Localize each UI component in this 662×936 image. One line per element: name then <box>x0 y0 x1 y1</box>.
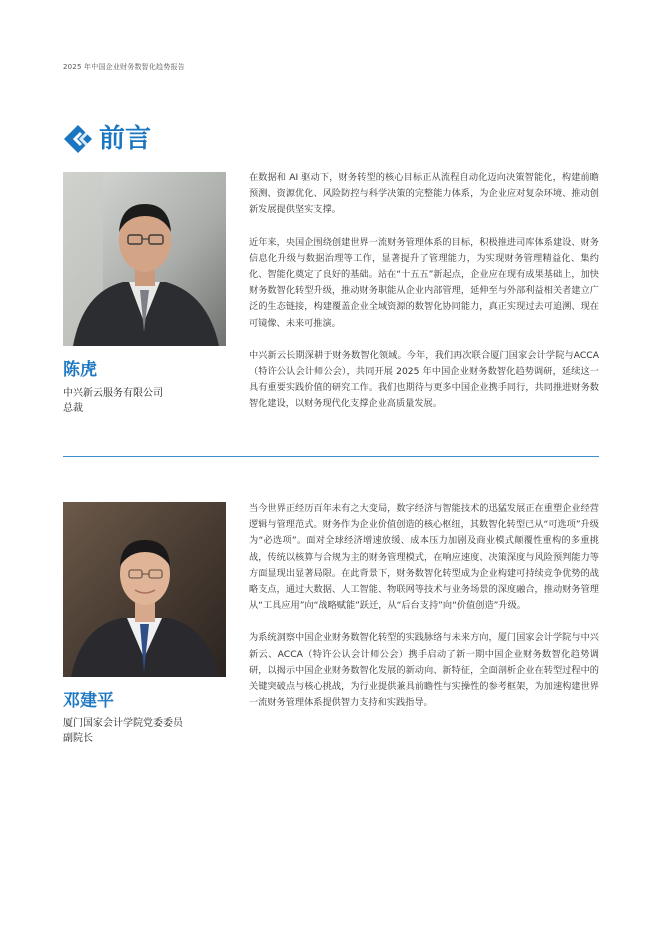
paragraph: 为系统洞察中国企业财务数智化转型的实践脉络与未来方向，厦门国家会计学院与中兴新云、ACCA（特许公认会计师公会）携手启动了新一期中国企业财务数智化趋势调研，以揭示中国企业财务数智化发展的新动向、新特征，全面剖析企业在转型过程中的关键突破点与核心挑战，为行业提供兼具前瞻性与实操性的参考框架，为加速构建世界一流财务管理体系提供智力支持和实践指导。 <box>249 632 599 709</box>
author-portrait-2 <box>63 502 226 677</box>
author-role-1: 总裁 <box>63 403 83 414</box>
paragraph: 中兴新云长期深耕于财务数智化领域。今年，我们再次联合厦门国家会计学院与ACCA（特许公认会计师公会），共同开展 2025 年中国企业财务数智化趋势调研，延续这一具有重要实践价值的研究工作。我们也期待与更多中国企业携手同行，共同推进财务数智化建设，以财务现代化支撑企业高质量发展。 <box>249 349 599 410</box>
foreword-text-1 <box>249 170 599 413</box>
author-org-2: 厦门国家会计学院党委委员 <box>63 718 183 729</box>
paragraph: 当今世界正经历百年未有之大变局，数字经济与智能技术的迅猛发展正在重塑企业经营逻辑与管理范式。财务作为企业价值创造的核心枢纽，其数智化转型已从“可选项”升级为“必选项”。面对全球经济增速放缓、成本压力加剧及商业模式颠覆性重构的多重挑战，传统以核算与合规为主的财务管理模式，在响应速度、决策深度与风险预判能力等方面显现出显著局限。在此背景下，财务数智化转型成为企业构建可持续竞争优势的战略支点，通过大数据、人工智能、物联网等技术与业务场景的深度融合，推动财务管理从“工具应用”向“战略赋能”跃迁，从“后台支持”向“价值创造”升级。 <box>249 503 599 612</box>
author-org-1: 中兴新云服务有限公司 <box>63 388 163 399</box>
paragraph: 在数据和 AI 驱动下，财务转型的核心目标正从流程自动化迈向决策智能化，构建前瞻预测、资源优化、风险防控与科学决策的完整能力体系，为企业应对复杂环境、推动创新发展提供坚实支撑。 <box>249 172 599 216</box>
author-title-2 <box>63 716 183 746</box>
author-portrait-1 <box>63 172 226 346</box>
double-chevron-icon <box>63 124 93 154</box>
running-header: 2025 年中国企业财务数智化趋势报告 <box>63 63 185 71</box>
section-title: 前言 <box>99 124 152 154</box>
author-role-2: 副院长 <box>63 733 93 744</box>
section-divider <box>63 456 599 457</box>
section-title-row <box>63 122 151 156</box>
paragraph: 近年来，央国企围绕创建世界一流财务管理体系的目标，积极推进司库体系建设、财务信息化升级与数据治理等工作，显著提升了管理能力，为实现财务管理精益化、集约化、智能化奠定了良好的基础。站在“十五五”新起点，企业应在现有成果基础上，加快财务数智化转型升级，推动财务职能从企业内部管理，延伸至与外部利益相关者建立广泛的生态链接，构建覆盖企业全域资源的数智化协同能力，真正实现过去可追溯、现在可镜像、未来可推演。 <box>249 236 599 329</box>
foreword-text-2 <box>249 501 599 711</box>
author-title-1 <box>63 386 163 416</box>
author-name-2: 邓建平 <box>63 691 114 711</box>
author-name-1: 陈虎 <box>63 360 97 380</box>
